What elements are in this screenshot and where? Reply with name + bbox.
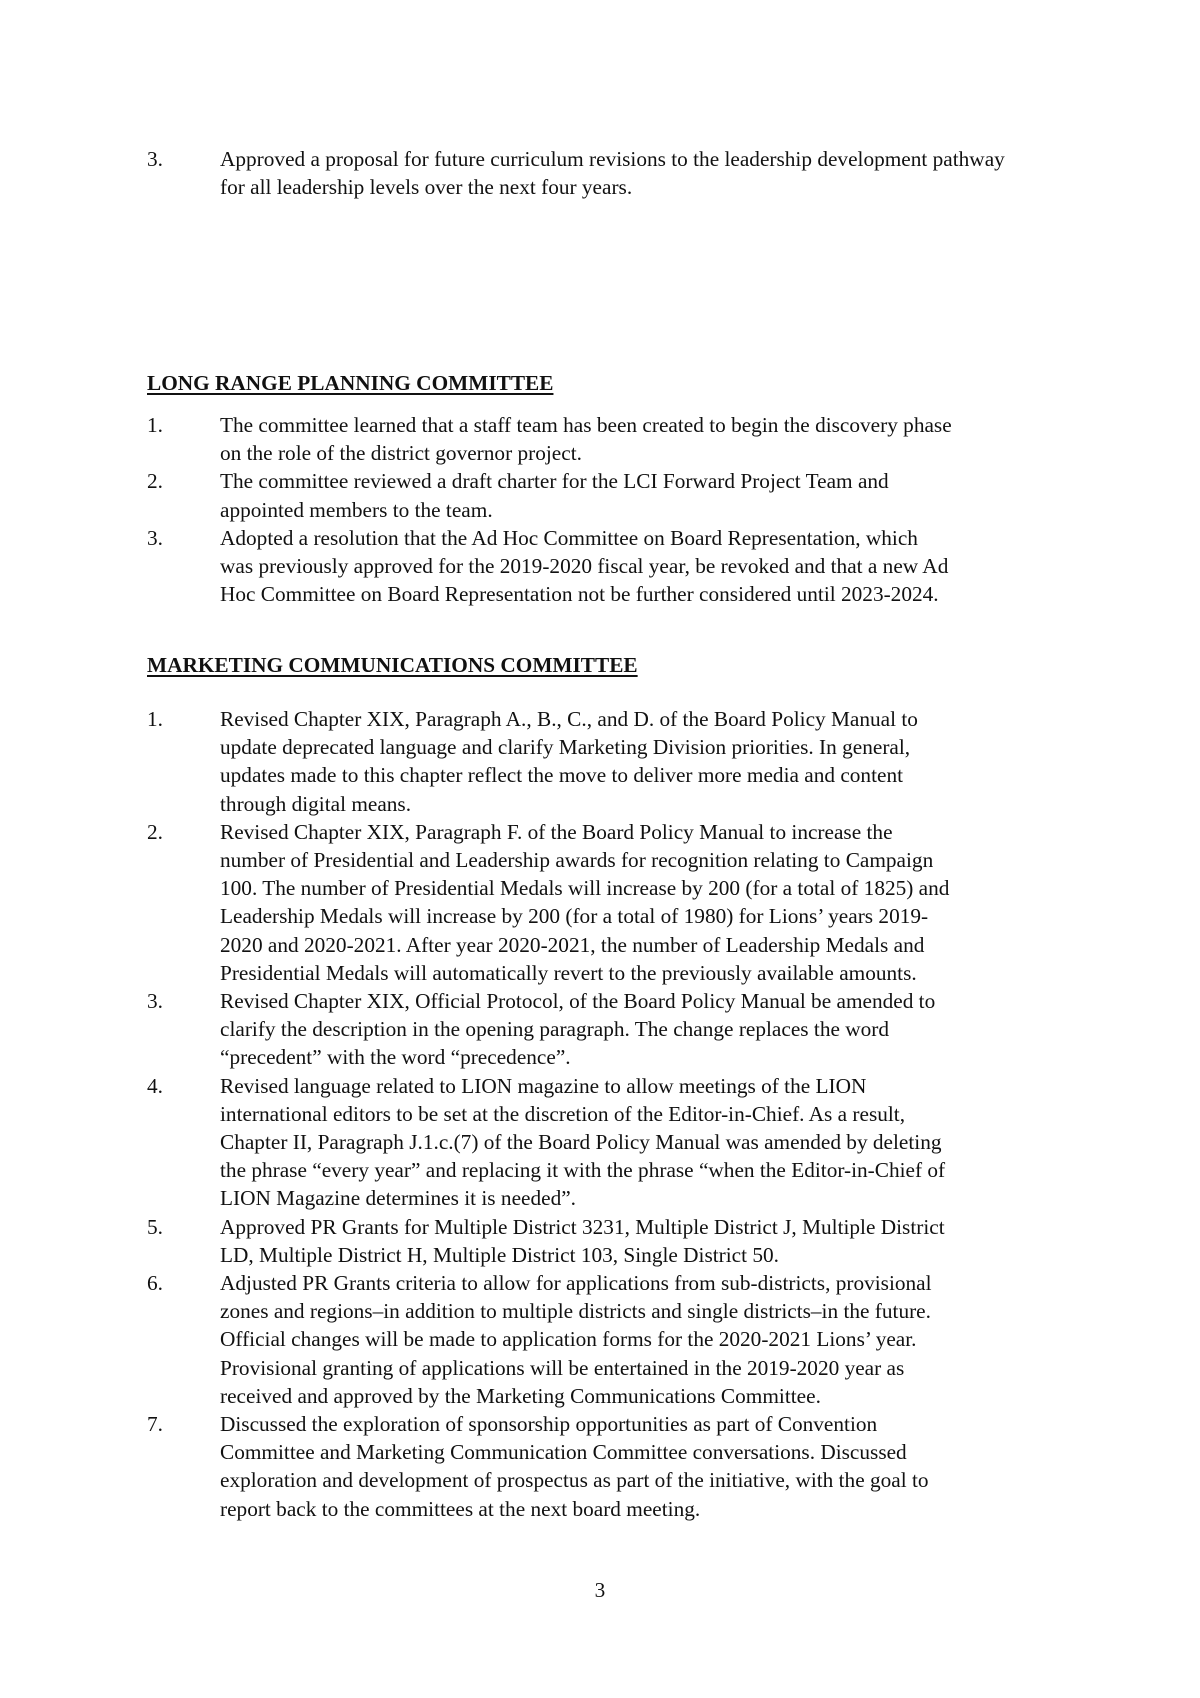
- text-line: 100. The number of Presidential Medals will increase by 200 (for a total of 1825) and: [220, 876, 950, 901]
- item-number: 2.: [147, 469, 163, 494]
- text-line: Provisional granting of applications will be entertained in the 2019-2020 year as: [220, 1355, 905, 1380]
- item-number: 3.: [147, 989, 163, 1014]
- text-line: Chapter II, Paragraph J.1.c.(7) of the Board Policy Manual was amended by deleting: [220, 1130, 942, 1155]
- text-line: exploration and development of prospectus as part of the initiative, with the goal to: [220, 1468, 929, 1493]
- text-line: clarify the description in the opening paragraph. The change replaces the word: [220, 1017, 890, 1042]
- text-line: LD, Multiple District H, Multiple District 103, Single District 50.: [220, 1242, 780, 1267]
- text-line: LION Magazine determines it is needed”.: [220, 1186, 576, 1211]
- list-item: [147, 411, 1132, 467]
- list-item: [147, 1269, 1132, 1410]
- text-line: number of Presidential and Leadership awards for recognition relating to Campaign: [220, 848, 934, 873]
- section-heading-marketing: MARKETING COMMUNICATIONS COMMITTEE: [147, 653, 638, 677]
- list-item: [147, 1072, 1132, 1213]
- text-line: on the role of the district governor project.: [220, 441, 582, 466]
- item-number: 6.: [147, 1271, 163, 1296]
- page-number: 3: [594, 1578, 606, 1602]
- text-line: Committee and Marketing Communication Committee conversations. Discussed: [220, 1440, 907, 1465]
- item-number: 5.: [147, 1214, 163, 1239]
- marketing-list: [147, 705, 1132, 1523]
- item-text: [220, 987, 1132, 1072]
- text-line: zones and regions–in addition to multiple districts and single districts–in the future.: [220, 1299, 931, 1324]
- section-heading-long-range: LONG RANGE PLANNING COMMITTEE: [147, 371, 554, 395]
- text-line: international editors to be set at the discretion of the Editor-in-Chief. As a result,: [220, 1101, 906, 1126]
- text-line: Approved a proposal for future curriculum revisions to the leadership development pathway: [220, 147, 1005, 171]
- list-item: [147, 1410, 1132, 1523]
- text-line: the phrase “every year” and replacing it with the phrase “when the Editor-in-Chief of: [220, 1158, 946, 1183]
- item-number: 1.: [147, 707, 163, 731]
- item-number: 3.: [147, 525, 163, 550]
- text-line: Revised Chapter XIX, Official Protocol, of the Board Policy Manual be amended to: [220, 989, 936, 1014]
- text-line: update deprecated language and clarify Marketing Division priorities. In general,: [220, 735, 911, 760]
- text-line: for all leadership levels over the next four years.: [220, 175, 633, 200]
- item-text: [220, 705, 1132, 818]
- text-line: Revised Chapter XIX, Paragraph F. of the Board Policy Manual to increase the: [220, 819, 893, 844]
- text-line: received and approved by the Marketing Communications Committee.: [220, 1383, 821, 1408]
- long-range-list: [147, 411, 1132, 608]
- text-line: Presidential Medals will automatically revert to the previously available amounts.: [220, 960, 917, 985]
- top-list: [147, 145, 1132, 201]
- text-line: Adjusted PR Grants criteria to allow for applications from sub-districts, provisional: [220, 1271, 932, 1296]
- item-text: [220, 1072, 1132, 1213]
- text-line: 2020 and 2020-2021. After year 2020-2021, the number of Leadership Medals and: [220, 932, 925, 957]
- text-line: Discussed the exploration of sponsorship opportunities as part of Convention: [220, 1412, 878, 1437]
- item-number: 1.: [147, 413, 163, 437]
- item-text: [220, 467, 1132, 523]
- item-text: [220, 145, 1132, 201]
- text-line: The committee reviewed a draft charter for the LCI Forward Project Team and: [220, 469, 889, 494]
- text-line: Revised Chapter XIX, Paragraph A., B., C., and D. of the Board Policy Manual to: [220, 707, 918, 731]
- item-text: [220, 1410, 1132, 1523]
- item-number: 7.: [147, 1412, 163, 1437]
- item-text: [220, 818, 1132, 987]
- text-line: was previously approved for the 2019-2020 fiscal year, be revoked and that a new Ad: [220, 554, 949, 579]
- list-item: [147, 524, 1132, 609]
- item-text: [220, 1213, 1132, 1269]
- text-line: Leadership Medals will increase by 200 (for a total of 1980) for Lions’ years 2019-: [220, 904, 929, 929]
- text-line: Official changes will be made to application forms for the 2020-2021 Lions’ year.: [220, 1327, 917, 1352]
- list-item: [147, 1213, 1132, 1269]
- text-line: The committee learned that a staff team has been created to begin the discovery phase: [220, 413, 952, 437]
- item-text: [220, 411, 1132, 467]
- list-item: [147, 145, 1132, 201]
- item-number: 3.: [147, 147, 163, 171]
- text-line: Adopted a resolution that the Ad Hoc Committee on Board Representation, which: [220, 525, 918, 550]
- list-item: [147, 705, 1132, 818]
- text-line: Revised language related to LION magazine to allow meetings of the LION: [220, 1073, 867, 1098]
- text-line: Hoc Committee on Board Representation not be further considered until 2023-2024.: [220, 582, 939, 607]
- text-line: appointed members to the team.: [220, 497, 493, 522]
- item-number: 2.: [147, 819, 163, 844]
- text-line: “precedent” with the word “precedence”.: [220, 1045, 571, 1070]
- list-item: [147, 467, 1132, 523]
- list-item: [147, 987, 1132, 1072]
- item-text: [220, 1269, 1132, 1410]
- item-number: 4.: [147, 1073, 163, 1098]
- text-line: Approved PR Grants for Multiple District 3231, Multiple District J, Multiple District: [220, 1214, 945, 1239]
- text-line: updates made to this chapter reflect the move to deliver more media and content: [220, 763, 904, 788]
- text-line: report back to the committees at the next board meeting.: [220, 1496, 701, 1521]
- text-line: through digital means.: [220, 791, 412, 816]
- list-item: [147, 818, 1132, 987]
- item-text: [220, 524, 1132, 609]
